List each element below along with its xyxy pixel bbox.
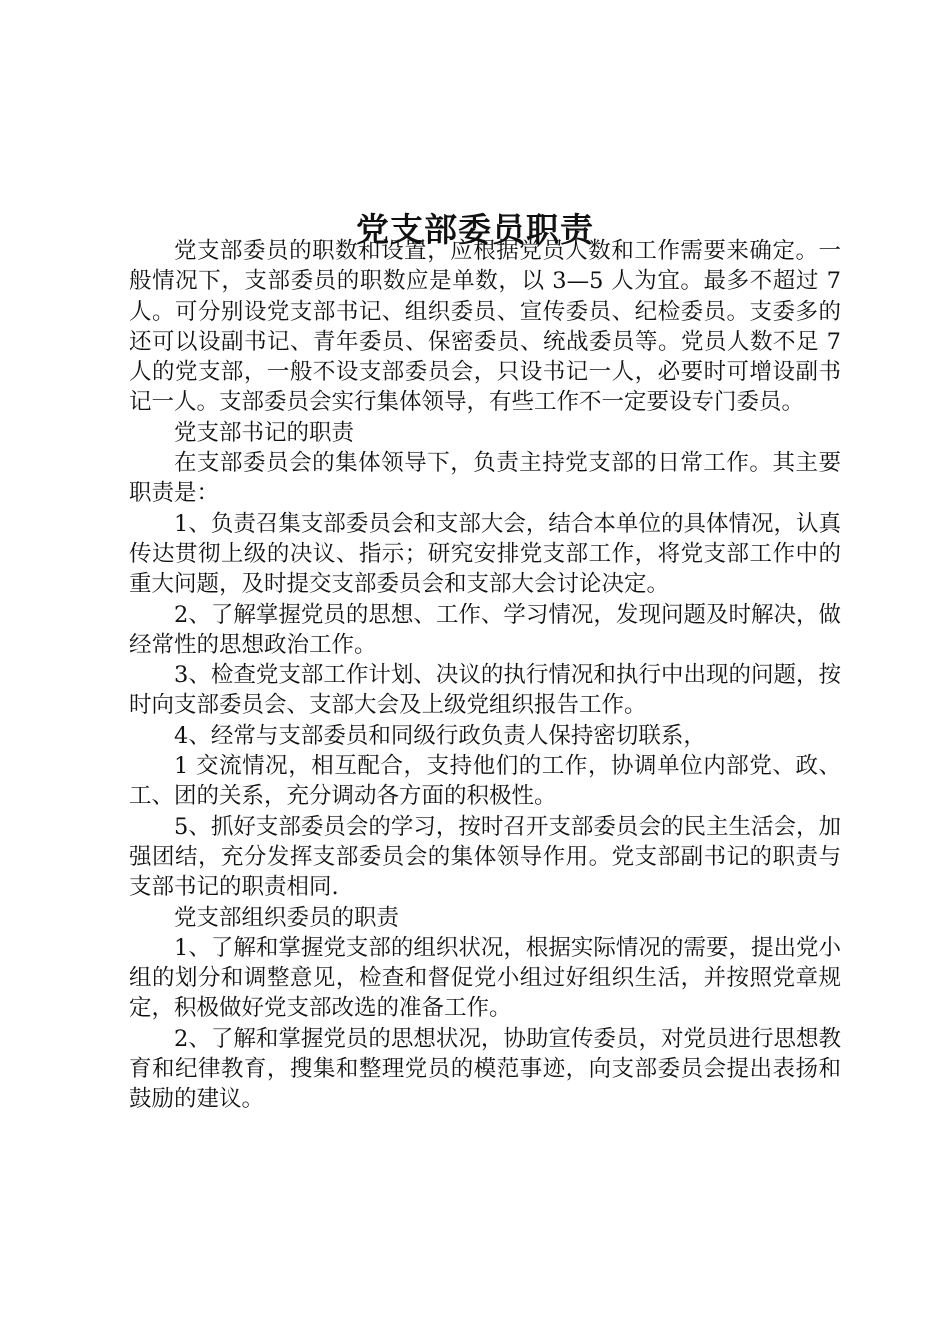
section-heading-secretary: 党支部书记的职责 — [174, 419, 355, 446]
organization-duty-2: 2、了解和掌握党员的思想状况，协助宣传委员，对党员进行思想教育和纪律教育，搜集和整理党员的模范事迹，向支部委员会提出表扬和鼓励的建议。 — [129, 1025, 841, 1113]
secretary-duty-4: 4、经常与支部委员和同级行政负责人保持密切联系， — [174, 722, 706, 749]
secretary-duty-4-continued: 1 交流情况，相互配合，支持他们的工作，协调单位内部党、政、工、团的关系，充分调动各方面的积极性。 — [129, 753, 841, 810]
secretary-duty-3: 3、检查党支部工作计划、决议的执行情况和执行中出现的问题，按时向支部委员会、支部大会及上级党组织报告工作。 — [129, 662, 841, 719]
intro-paragraph: 党支部委员的职数和设置，应根据党员人数和工作需要来确定。一般情况下，支部委员的职数应是单数，以 3—5 人为宜。最多不超过 7 人。可分别设党支部书记、组织委员、宣传委员、纪检委员。支委多的还可以设副书记、青年委员、保密委员、统战委员等。党员人数不足 7 人的党支部，一般不设支部委员会，只设书记一人，必要时可增设副书记一人。支部委员会实行集体领导，有些工作不一定要设专门委员。 — [129, 238, 841, 416]
section-heading-organization: 党支部组织委员的职责 — [174, 904, 400, 931]
document-title: 党支部委员职责 — [356, 210, 594, 250]
secretary-duty-5: 5、抓好支部委员会的学习，按时召开支部委员会的民主生活会，加强团结，充分发挥支部委员会的集体领导作用。党支部副书记的职责与支部书记的职责相同. — [129, 813, 841, 901]
secretary-summary-paragraph: 在支部委员会的集体领导下，负责主持党支部的日常工作。其主要职责是： — [129, 450, 841, 507]
secretary-duty-1: 1、负责召集支部委员会和支部大会，结合本单位的具体情况，认真传达贯彻上级的决议、指示；研究安排党支部工作，将党支部工作中的重大问题，及时提交支部委员会和支部大会讨论决定。 — [129, 510, 841, 598]
document-body — [129, 236, 841, 1115]
organization-duty-1: 1、了解和掌握党支部的组织状况，根据实际情况的需要，提出党小组的划分和调整意见，检查和督促党小组过好组织生活，并按照党章规定，积极做好党支部改选的准备工作。 — [129, 934, 841, 1022]
secretary-duty-2: 2、了解掌握党员的思想、工作、学习情况，发现问题及时解决，做经常性的思想政治工作。 — [129, 601, 841, 658]
